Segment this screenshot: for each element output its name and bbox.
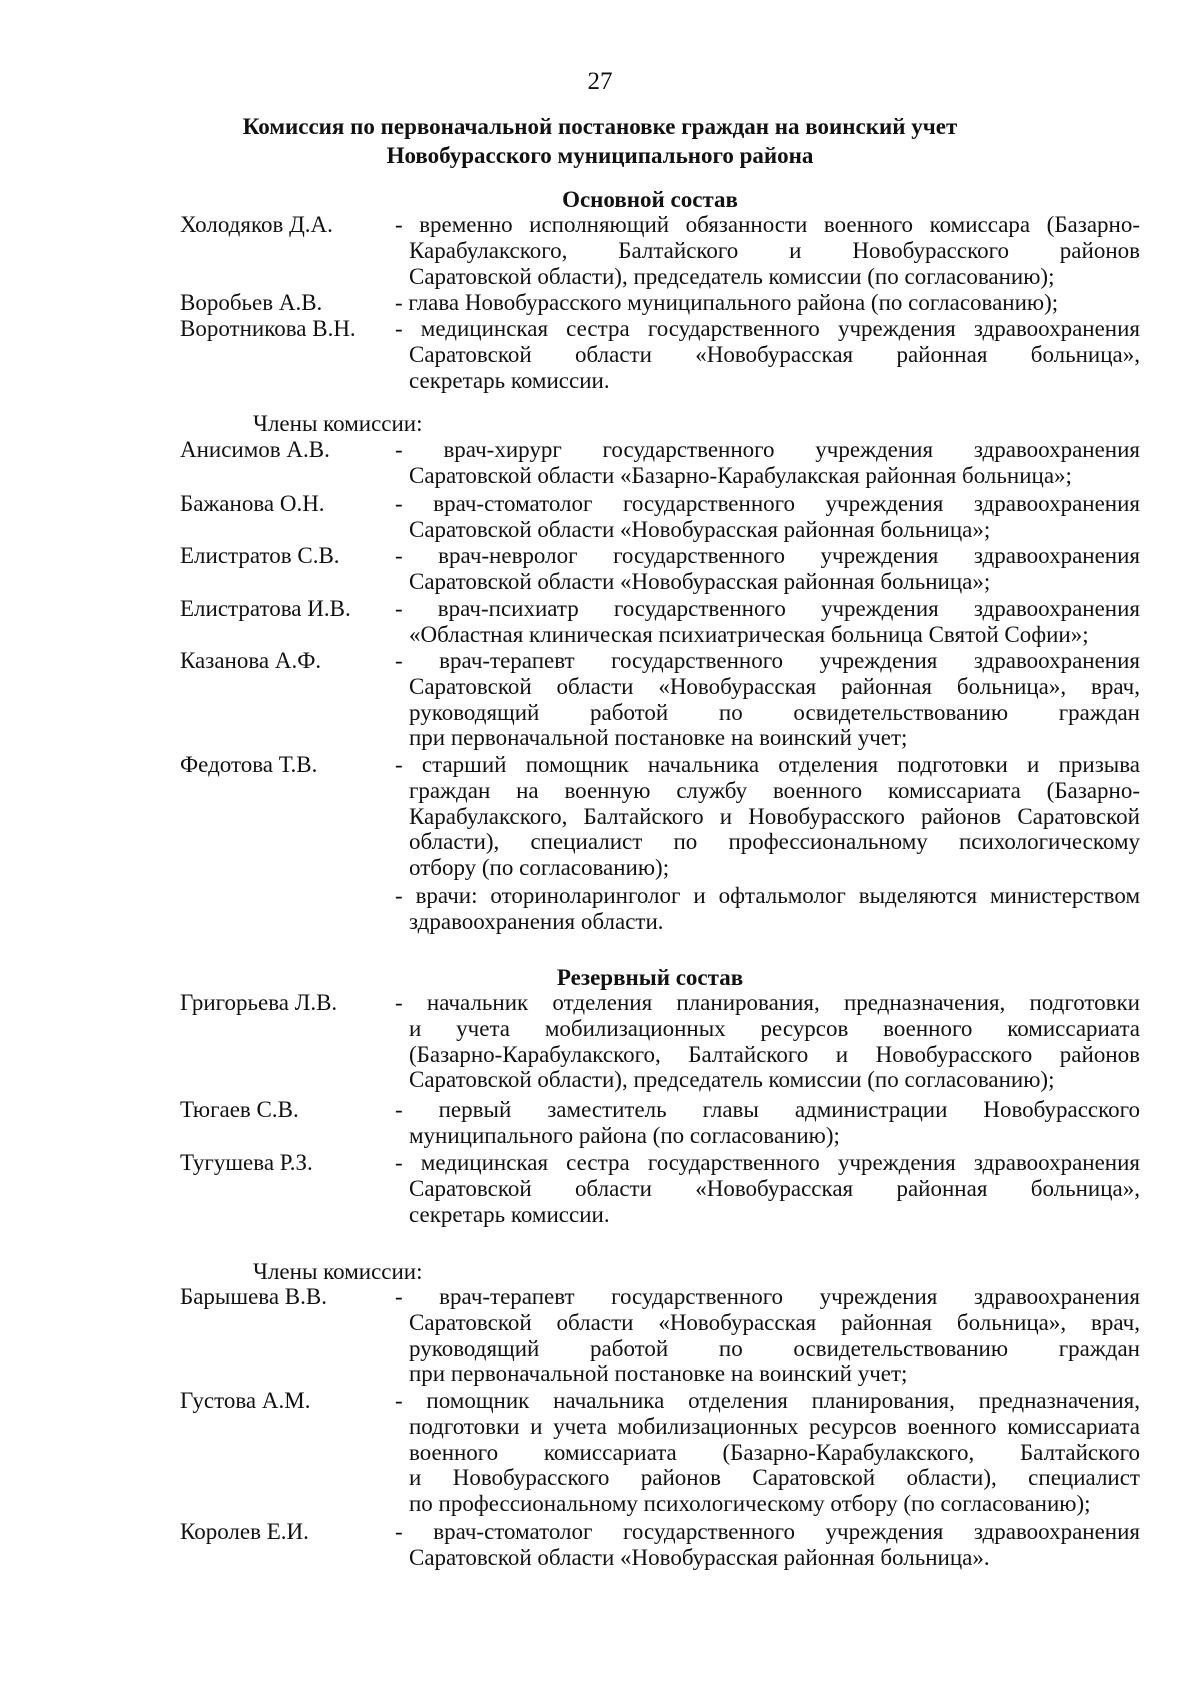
role-line: - старший помощник начальника отделения подготовки и призыва [395, 752, 1140, 777]
person-name: Бажанова О.Н. [180, 491, 325, 516]
role-line: секретарь комиссии. [409, 367, 610, 393]
title-line-2: Новобурасского муниципального района [386, 143, 814, 168]
person-role [395, 316, 1140, 393]
role-line: Саратовской области), председатель комиссии (по согласованию); [409, 263, 1055, 289]
role-line: Саратовской области «Новобурасская районная больница», [409, 341, 1140, 367]
role-line: Саратовской области), председатель комиссии (по согласованию); [409, 1067, 1055, 1093]
role-line: - временно исполняющий обязанности военного комиссара (Базарно- [395, 212, 1140, 237]
role-line: - медицинская сестра государственного учреждения здравоохранения [395, 1150, 1140, 1175]
role-line: секретарь комиссии. [409, 1201, 610, 1227]
person-role [395, 543, 1140, 595]
person-name: Холодяков Д.А. [180, 212, 333, 237]
role-line: и учета мобилизационных ресурсов военного комиссариата [409, 1015, 1140, 1041]
title-line-1: Комиссия по первоначальной постановке граждан на воинский учет [242, 114, 958, 139]
role-line: - врач-терапевт государственного учреждения здравоохранения [395, 1284, 1140, 1309]
person-name: Воробьев А.В. [180, 290, 323, 315]
person-name: Федотова Т.В. [180, 752, 318, 777]
person-role [395, 1150, 1140, 1227]
role-line: - медицинская сестра государственного учреждения здравоохранения [395, 316, 1140, 341]
role-line: Карабулакского, Балтайского и Новобурасского районов Саратовской [409, 803, 1140, 829]
role-line: - врач-невролог государственного учреждения здравоохранения [395, 543, 1140, 568]
role-line: - врач-стоматолог государственного учреждения здравоохранения [395, 491, 1140, 516]
person-role [395, 596, 1140, 648]
role-line: подготовки и учета мобилизационных ресурсов военного комиссариата [409, 1413, 1140, 1439]
role-line: - первый заместитель главы администрации Новобурасского [395, 1097, 1140, 1122]
person-role [395, 883, 1140, 935]
role-line: - врач-терапевт государственного учреждения здравоохранения [395, 648, 1140, 673]
person-role [395, 437, 1140, 489]
person-name: Елистратов С.В. [180, 543, 340, 568]
person-role [395, 491, 1140, 543]
role-line: Саратовской области «Новобурасская районная больница», врач, [409, 1309, 1140, 1335]
role-line: военного комиссариата (Базарно-Карабулакского, Балтайского [409, 1439, 1140, 1465]
role-line: муниципального района (по согласованию); [409, 1122, 840, 1148]
role-line: - начальник отделения планирования, предназначения, подготовки [395, 990, 1140, 1015]
person-name: Григорьева Л.В. [180, 990, 338, 1015]
person-role [395, 1284, 1140, 1387]
person-name: Королев Е.И. [180, 1519, 309, 1544]
role-line: «Областная клиническая психиатрическая больница Святой Софии»; [409, 621, 1089, 647]
role-line: Саратовской области «Новобурасская районная больница»; [409, 516, 991, 542]
role-line: отбору (по согласованию); [409, 855, 670, 881]
role-line: Саратовской области «Базарно-Карабулакская районная больница»; [409, 462, 1072, 488]
role-line: Саратовской области «Новобурасская районная больница»; [409, 568, 991, 594]
role-line: - помощник начальника отделения планирования, предназначения, [395, 1388, 1140, 1413]
role-line: - глава Новобурасского муниципального района (по согласованию); [395, 290, 1059, 315]
role-line: - врач-психиатр государственного учреждения здравоохранения [395, 596, 1140, 621]
role-line: области), специалист по профессиональному психологическому [409, 829, 1140, 855]
person-role [395, 1519, 1140, 1571]
person-role [395, 1097, 1140, 1149]
role-line: при первоначальной постановке на воинский учет; [409, 725, 908, 751]
role-line: - врачи: оториноларинголог и офтальмолог выделяются министерством [395, 883, 1140, 908]
role-line: Саратовской области «Новобурасская районная больница». [409, 1544, 990, 1570]
person-name: Тугушева Р.З. [180, 1150, 313, 1175]
role-line: руководящий работой по освидетельствованию граждан [409, 699, 1140, 725]
person-role [395, 1388, 1140, 1517]
page-number: 27 [587, 68, 613, 95]
person-name: Густова А.М. [180, 1388, 311, 1413]
role-line: Саратовской области «Новобурасская районная больница», [409, 1175, 1140, 1201]
reserve-members-label: Члены комиссии: [253, 1259, 423, 1284]
role-line: и Новобурасского районов Саратовской области), специалист [409, 1465, 1140, 1491]
person-role [395, 752, 1140, 881]
person-name: Казанова А.Ф. [180, 648, 322, 673]
role-line: граждан на военную службу военного комиссариата (Базарно- [409, 777, 1140, 803]
person-name: Тюгаев С.В. [180, 1097, 299, 1122]
person-name: Анисимов А.В. [180, 437, 330, 462]
role-line: Карабулакского, Балтайского и Новобурасского районов [409, 237, 1140, 263]
role-line: Саратовской области «Новобурасская районная больница», врач, [409, 673, 1140, 699]
person-role [395, 990, 1140, 1093]
role-line: руководящий работой по освидетельствованию граждан [409, 1335, 1140, 1361]
role-line: (Базарно-Карабулакского, Балтайского и Новобурасского районов [409, 1041, 1140, 1067]
person-role [395, 290, 1140, 316]
role-line: - врач-хирург государственного учреждения здравоохранения [395, 437, 1140, 462]
document-title [150, 112, 1050, 170]
role-line: - врач-стоматолог государственного учреждения здравоохранения [395, 1519, 1140, 1544]
person-name: Воротникова В.Н. [180, 316, 356, 341]
person-role [395, 212, 1140, 289]
role-line: по профессиональному психологическому отбору (по согласованию); [409, 1491, 1091, 1517]
main-members-label: Члены комиссии: [253, 411, 423, 436]
role-line: здравоохранения области. [409, 908, 664, 934]
person-role [395, 648, 1140, 751]
person-name: Барышева В.В. [180, 1284, 327, 1309]
reserve-composition-heading: Резервный состав [556, 965, 744, 990]
role-line: при первоначальной постановке на воинский учет; [409, 1361, 908, 1387]
main-composition-heading: Основной состав [562, 187, 738, 212]
person-name: Елистратова И.В. [180, 596, 351, 621]
